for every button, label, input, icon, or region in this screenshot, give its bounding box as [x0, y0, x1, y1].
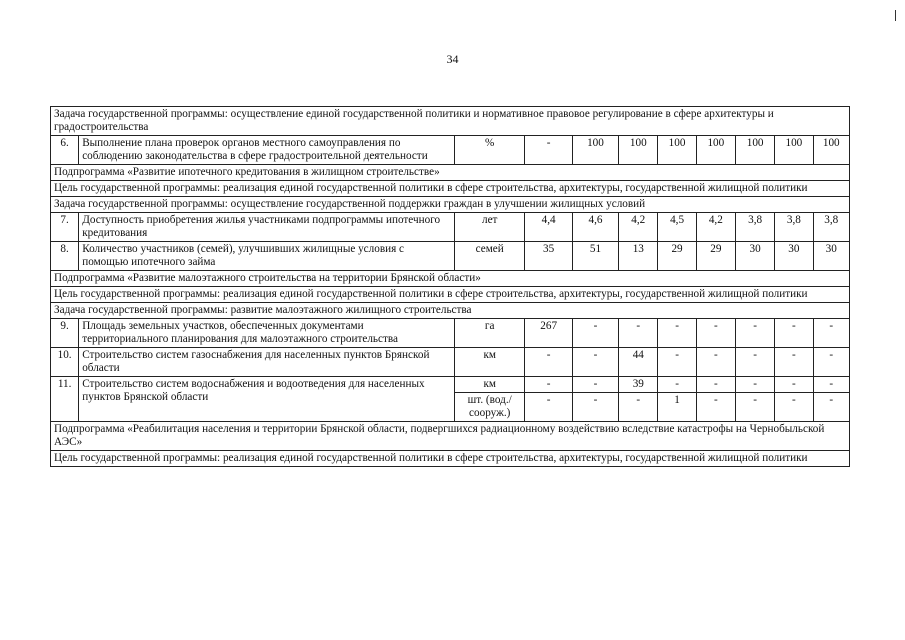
value-cell: - — [735, 393, 774, 422]
value-cell: 100 — [658, 136, 696, 165]
section-heading: Цель государственной программы: реализация единой государственной политики в сфере строительства, архитектуры, государственной жилищной политики — [51, 181, 850, 197]
value-cell: - — [619, 393, 658, 422]
value-cell: - — [775, 377, 813, 393]
value-cell: - — [572, 319, 618, 348]
value-cell: - — [696, 348, 735, 377]
section-row — [51, 303, 850, 319]
edge-mark — [895, 10, 896, 21]
table-row — [51, 213, 850, 242]
value-cell: 1 — [658, 393, 696, 422]
table-row — [51, 242, 850, 271]
value-cell: - — [735, 348, 774, 377]
value-cell: - — [525, 348, 572, 377]
indicator-name: Строительство систем газоснабжения для населенных пунктов Брянской области — [79, 348, 455, 377]
value-cell: - — [572, 377, 618, 393]
section-row — [51, 181, 850, 197]
value-cell: 100 — [775, 136, 813, 165]
value-cell: 4,2 — [619, 213, 658, 242]
section-row — [51, 287, 850, 303]
value-cell: - — [619, 319, 658, 348]
row-number: 10. — [51, 348, 79, 377]
value-cell: - — [525, 377, 572, 393]
value-cell: 267 — [525, 319, 572, 348]
unit-cell: га — [454, 319, 525, 348]
value-cell: - — [813, 377, 849, 393]
value-cell: 35 — [525, 242, 572, 271]
value-cell: - — [813, 319, 849, 348]
value-cell: 3,8 — [775, 213, 813, 242]
unit-cell: % — [454, 136, 525, 165]
page-number: 34 — [446, 52, 459, 66]
unit-cell: лет — [454, 213, 525, 242]
indicator-name: Доступность приобретения жилья участниками подпрограммы ипотечного кредитования — [79, 213, 455, 242]
table-row — [51, 136, 850, 165]
value-cell: 100 — [572, 136, 618, 165]
section-row — [51, 107, 850, 136]
value-cell: 4,5 — [658, 213, 696, 242]
value-cell: - — [658, 319, 696, 348]
value-cell: - — [572, 348, 618, 377]
value-cell: 100 — [619, 136, 658, 165]
value-cell: 100 — [813, 136, 849, 165]
row-number: 9. — [51, 319, 79, 348]
value-cell: - — [813, 348, 849, 377]
value-cell: - — [696, 377, 735, 393]
value-cell: - — [658, 377, 696, 393]
value-cell: - — [775, 393, 813, 422]
indicator-name: Строительство систем водоснабжения и водоотведения для населенных пунктов Брянской области — [79, 377, 455, 422]
value-cell: - — [696, 393, 735, 422]
value-cell: - — [735, 377, 774, 393]
section-heading: Цель государственной программы: реализация единой государственной политики в сфере строительства, архитектуры, государственной жилищной политики — [51, 287, 850, 303]
value-cell: 4,4 — [525, 213, 572, 242]
value-cell: 100 — [735, 136, 774, 165]
section-row — [51, 165, 850, 181]
value-cell: - — [775, 348, 813, 377]
value-cell: - — [813, 393, 849, 422]
value-cell: 3,8 — [813, 213, 849, 242]
unit-cell: км — [454, 377, 525, 393]
value-cell: 4,2 — [696, 213, 735, 242]
value-cell: - — [525, 136, 572, 165]
section-heading: Подпрограмма «Развитие ипотечного кредитования в жилищном строительстве» — [51, 165, 850, 181]
row-number: 8. — [51, 242, 79, 271]
section-heading: Подпрограмма «Реабилитация населения и территории Брянской области, подвергшихся радиационному воздействию вследствие катастрофы на Чернобыльской АЭС» — [51, 422, 850, 451]
row-number: 7. — [51, 213, 79, 242]
unit-cell: семей — [454, 242, 525, 271]
indicator-name: Выполнение плана проверок органов местного самоуправления по соблюдению законодательства в сфере градостроительной деятельности — [79, 136, 455, 165]
value-cell: 30 — [735, 242, 774, 271]
section-row — [51, 451, 850, 467]
value-cell: 100 — [696, 136, 735, 165]
section-heading: Задача государственной программы: осуществление государственной поддержки граждан в улучшении жилищных условий — [51, 197, 850, 213]
value-cell: 29 — [696, 242, 735, 271]
indicators-table — [50, 106, 850, 467]
value-cell: - — [658, 348, 696, 377]
table-row — [51, 319, 850, 348]
value-cell: - — [572, 393, 618, 422]
row-number: 6. — [51, 136, 79, 165]
value-cell: - — [735, 319, 774, 348]
section-row — [51, 271, 850, 287]
section-row — [51, 197, 850, 213]
value-cell: 44 — [619, 348, 658, 377]
indicator-name: Площадь земельных участков, обеспеченных документами территориального планирования для малоэтажного строительства — [79, 319, 455, 348]
value-cell: 29 — [658, 242, 696, 271]
unit-cell: км — [454, 348, 525, 377]
value-cell: 39 — [619, 377, 658, 393]
table-body — [51, 107, 850, 467]
section-heading: Подпрограмма «Развитие малоэтажного строительства на территории Брянской области» — [51, 271, 850, 287]
section-heading: Задача государственной программы: развитие малоэтажного жилищного строительства — [51, 303, 850, 319]
value-cell: - — [696, 319, 735, 348]
value-cell: 51 — [572, 242, 618, 271]
value-cell: 13 — [619, 242, 658, 271]
section-heading: Задача государственной программы: осуществление единой государственной политики и нормативное правовое регулирование в сфере архитектуры и градостроительства — [51, 107, 850, 136]
table-row — [51, 348, 850, 377]
section-heading: Цель государственной программы: реализация единой государственной политики в сфере строительства, архитектуры, государственной жилищной политики — [51, 451, 850, 467]
table-row — [51, 377, 850, 393]
unit-cell: шт. (вод./ сооруж.) — [454, 393, 525, 422]
indicator-name: Количество участников (семей), улучшивших жилищные условия с помощью ипотечного займа — [79, 242, 455, 271]
value-cell: 3,8 — [735, 213, 774, 242]
value-cell: 30 — [813, 242, 849, 271]
row-number: 11. — [51, 377, 79, 422]
value-cell: 4,6 — [572, 213, 618, 242]
value-cell: 30 — [775, 242, 813, 271]
value-cell: - — [525, 393, 572, 422]
value-cell: - — [775, 319, 813, 348]
section-row — [51, 422, 850, 451]
